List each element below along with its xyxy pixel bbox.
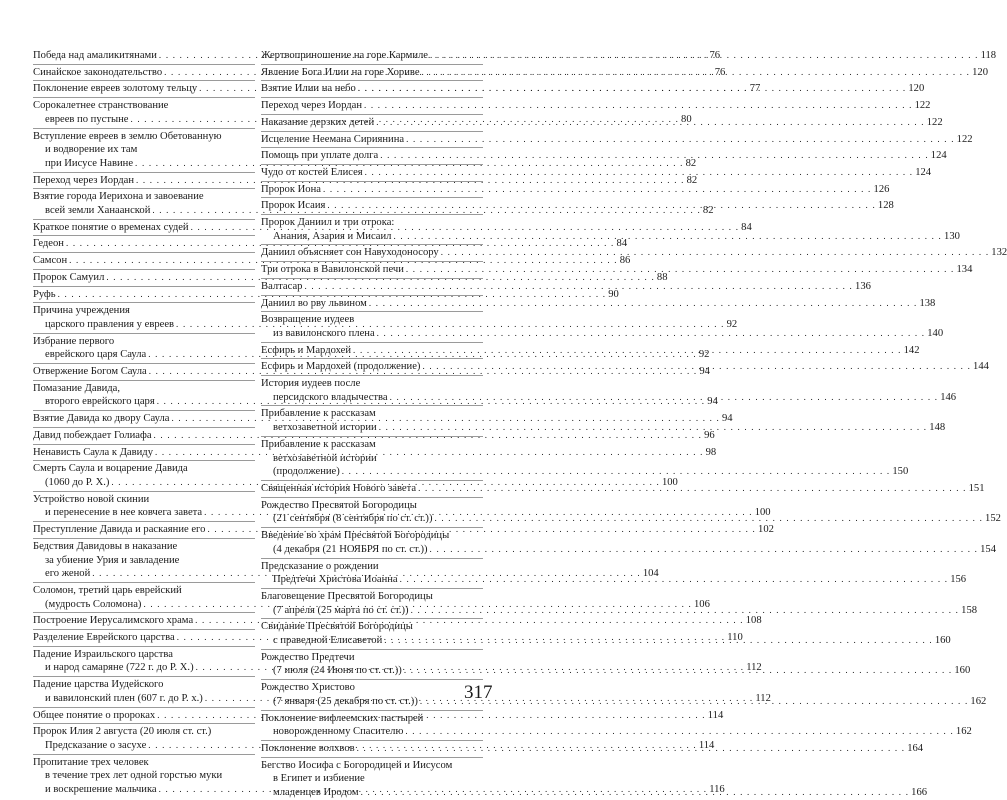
- toc-entry-page: 160: [934, 635, 951, 647]
- toc-entry-page: 94: [722, 413, 733, 425]
- toc-entry-title: (21 сентября (8 сентября по ст. ст.)): [273, 513, 433, 525]
- toc-entry-title: Падение царства Иудейского: [33, 679, 164, 691]
- toc-leader-dots: [365, 166, 914, 180]
- toc-entry-title: второго еврейского царя: [45, 396, 155, 408]
- toc-entry-line: [261, 183, 890, 197]
- toc-entry-title: Бедствия Давидовы в наказание: [33, 540, 178, 552]
- toc-entry-line: [261, 620, 483, 634]
- toc-entry-page: 148: [929, 422, 946, 434]
- toc-leader-dots: [430, 543, 979, 557]
- toc-entry-title: Сорокалетнее странствование: [33, 100, 169, 112]
- toc-entry-page: 80: [681, 113, 692, 125]
- toc-entry-title: с праведной Елисаветой: [273, 635, 383, 647]
- toc-entry-page: 106: [694, 598, 710, 610]
- toc-leader-dots: [358, 82, 907, 96]
- toc-entry-line: [33, 769, 255, 783]
- toc-entry-line: [261, 133, 973, 147]
- toc-entry-page: 110: [727, 632, 743, 644]
- toc-entry-title: Рождество Предтечи: [261, 651, 355, 663]
- toc-entry-title: персидского владычества: [273, 391, 388, 403]
- toc-leader-dots: [380, 149, 929, 163]
- toc-entry-title: Жертвоприношение на горе Кармиле: [261, 50, 428, 61]
- toc-entry-title: (продолжение): [273, 466, 340, 478]
- toc-entry-page: 77: [749, 83, 761, 95]
- toc-entry-line: [261, 772, 483, 786]
- toc-entry-title: и вавилонский плен (607 г. до Р. х.): [45, 692, 203, 704]
- toc-entry-page: 114: [698, 739, 715, 751]
- toc-entry-page: 162: [955, 726, 972, 738]
- toc-entry-title: и народ самаряне (722 г. до Р. Х.): [45, 662, 194, 674]
- toc-entry-page: 104: [642, 568, 659, 580]
- toc-entry-title: Избрание первого: [33, 335, 115, 347]
- toc-entry-line: [33, 157, 697, 171]
- toc-entry-title: Предсказание о рождении: [261, 560, 379, 572]
- toc-entry-page: 94: [699, 366, 710, 378]
- toc-entry-page: 76: [709, 50, 721, 61]
- toc-entry-page: 82: [702, 205, 714, 217]
- toc-entry-line: [261, 465, 909, 479]
- toc-entry-page: 140: [927, 327, 944, 339]
- toc-entry-line: [33, 678, 255, 692]
- toc-entry-page: 90: [608, 288, 619, 300]
- toc-entry-title: Пророк Илия 2 августа (20 июля ст. ст.): [33, 726, 212, 738]
- toc-entry-page: 86: [619, 255, 631, 267]
- toc-entry-title: Исцеление Неемана Сириянина: [261, 133, 405, 145]
- toc-entry-title: Рождество Христово: [261, 682, 355, 694]
- toc-entry-title: (мудрость Соломона): [45, 598, 142, 610]
- toc-entry-title: Чудо от костей Елисея: [261, 166, 363, 178]
- toc-leader-dots: [441, 246, 990, 260]
- toc-entry-line: [33, 304, 255, 318]
- toc-entry-title: Разделение Еврейского царства: [33, 632, 175, 644]
- toc-entry-title: Поклонение волхвов: [261, 742, 355, 754]
- toc-leader-dots: [390, 391, 939, 405]
- toc-entry-line: [33, 99, 255, 113]
- toc-entry-page: 158: [961, 604, 978, 616]
- toc-entry-page: 136: [855, 280, 871, 292]
- toc-leader-dots: [369, 297, 918, 311]
- toc-entry-page: 116: [709, 784, 725, 796]
- toc-entry-title: Прибавление к рассказам: [261, 438, 376, 450]
- toc-entry-title: и воскрешение мальчика: [45, 784, 157, 796]
- toc-entry-title: Даниил объясняет сон Навуходоносору: [261, 247, 439, 259]
- toc-entry-title: Даниил во рву львином: [261, 297, 367, 309]
- toc-entry-title: Есфирь и Мардохей: [261, 344, 352, 356]
- toc-entry-title: младенцев Иродом: [273, 787, 359, 799]
- toc-entry-title: царского правления у евреев: [45, 318, 175, 330]
- toc-entry-line: [33, 174, 698, 188]
- toc-leader-dots: [411, 604, 960, 618]
- toc-entry-line: [261, 327, 944, 341]
- toc-entry-title: (4 декабря (21 НОЯБРЯ по ст. ст.)): [273, 543, 428, 555]
- toc-entry-page: 100: [754, 507, 771, 519]
- toc-entry-line: [33, 540, 255, 554]
- toc-entry-page: 128: [877, 200, 894, 212]
- toc-entry: [261, 295, 936, 311]
- toc-entry-page: 124: [915, 166, 932, 178]
- toc-leader-dots: [379, 421, 928, 435]
- toc-entry-title: еврейского царя Саула: [45, 349, 147, 361]
- toc-entry-title: Наказание дерзких детей: [261, 116, 375, 128]
- toc-leader-dots: [404, 664, 953, 678]
- toc-entry-title: Помазание Давида,: [33, 382, 120, 394]
- toc-entry-title: Пророк Самуил: [33, 271, 105, 283]
- toc-entry-line: [261, 529, 483, 543]
- toc-entry-line: [261, 499, 483, 513]
- toc-entry-title: Введение во храм Пресвятой Богородицы: [261, 530, 450, 542]
- toc-entry-title: Общее понятие о пророках: [33, 709, 156, 721]
- toc-leader-dots: [405, 725, 954, 739]
- toc-entry-title: в Египет и избиение: [273, 773, 365, 785]
- toc-entry-page: 96: [704, 429, 715, 441]
- toc-entry-page: 156: [950, 574, 967, 586]
- toc-entry-page: 134: [956, 264, 973, 276]
- toc-leader-dots: [327, 199, 876, 213]
- toc-entry-page: 100: [661, 476, 678, 488]
- toc-entry-line: [261, 99, 931, 113]
- toc-entry-title: Рождество Пресвятой Богородицы: [261, 499, 417, 511]
- toc-entry-page: 94: [707, 396, 718, 408]
- toc-entry-title: и водворение их там: [45, 144, 138, 156]
- toc-entry-title: Прибавление к рассказам: [261, 408, 376, 420]
- toc-entry-page: 120: [908, 83, 925, 95]
- toc-entry-page: 166: [911, 787, 928, 799]
- toc-entry-line: [33, 335, 255, 349]
- toc-leader-dots: [357, 742, 906, 756]
- toc-entry: [261, 97, 931, 113]
- toc-leader-dots: [400, 573, 949, 587]
- toc-leader-dots: [361, 786, 910, 800]
- toc-entry: [261, 131, 973, 147]
- toc-entry-page: 144: [973, 361, 989, 373]
- toc-leader-dots: [377, 327, 926, 341]
- toc-entry-line: [261, 560, 483, 574]
- toc-entry-line: [33, 429, 715, 443]
- toc-entry-line: [261, 543, 996, 557]
- toc-entry-page: 84: [616, 238, 628, 250]
- toc-entry-page: 132: [991, 247, 1007, 259]
- toc-entry-page: 102: [758, 524, 774, 536]
- toc-entry-line: [33, 382, 255, 396]
- toc-entry-page: 151: [968, 482, 985, 494]
- toc-entry-line: [261, 590, 483, 604]
- toc-entry-page: 126: [873, 183, 890, 195]
- toc-entry-line: [261, 725, 972, 739]
- toc-entry-title: Смерть Саула и воцарение Давида: [33, 463, 188, 475]
- toc-entry-page: 164: [907, 742, 924, 754]
- toc-entry-page: 82: [686, 174, 698, 186]
- toc-leader-dots: [406, 263, 955, 277]
- toc-entry-title: в течение трех лет одной горстью муки: [45, 770, 223, 782]
- toc-entry-line: [33, 462, 255, 476]
- toc-entry-title: Построение Иерусалимского храма: [33, 615, 194, 627]
- toc-entry-title: Устройство новой скинии: [33, 493, 150, 505]
- toc-entry-page: 152: [985, 513, 1001, 525]
- toc-entry-line: [33, 756, 255, 770]
- toc-entry-line: [33, 648, 255, 662]
- page-number: 317: [464, 682, 493, 703]
- toc-entry-title: История иудеев после: [261, 378, 361, 390]
- toc-entry-title: Давид побеждает Голиафа: [33, 429, 152, 441]
- toc-entry-title: Священная история Нового завета: [261, 482, 417, 494]
- toc-leader-dots: [418, 482, 967, 496]
- toc-entry-line: [33, 143, 255, 157]
- toc-entry-title: Взятие Давида ко двору Саула: [33, 413, 170, 425]
- toc-entry-page: 120: [972, 66, 988, 78]
- toc-entry-title: Свидание Пресвятой Богородицы: [261, 621, 413, 633]
- toc-entry-title: новорожденному Спасителю: [273, 726, 404, 738]
- toc-entry-title: Пророк Даниил и три отрока:: [261, 217, 395, 229]
- toc-leader-dots: [376, 116, 925, 130]
- toc-entry-title: Переход через Иордан: [33, 174, 134, 186]
- toc-entry-page: 82: [685, 157, 697, 169]
- toc-entry-page: 150: [892, 466, 909, 478]
- toc-entry-title: Самсон: [33, 255, 68, 267]
- toc-entry-title: ветхозаветной истории: [273, 452, 377, 464]
- toc-entry-title: (7 апреля (25 марта по ст. ст.)): [273, 604, 409, 616]
- toc-entry-title: Победа над амаликитянами: [33, 50, 157, 61]
- toc-entry-title: Отвержение Богом Саула: [33, 366, 147, 378]
- toc-entry-page: 130: [944, 230, 960, 242]
- toc-entry-title: его женой: [45, 568, 91, 580]
- toc-entry-line: [33, 237, 628, 251]
- toc-entry-line: [33, 725, 255, 739]
- toc-leader-dots: [342, 465, 891, 479]
- toc-entry-title: Валтасар: [261, 280, 303, 292]
- toc-entry-title: Взятие Илии на небо: [261, 83, 356, 95]
- toc-entry-line: [261, 407, 483, 421]
- toc-leader-dots: [430, 49, 979, 63]
- toc-entry-title: евреев по пустыне: [45, 113, 129, 125]
- toc-entry-page: 124: [930, 150, 947, 162]
- toc-entry-page: 118: [980, 50, 997, 61]
- toc-entry-page: 122: [914, 100, 931, 112]
- toc-entry-line: [33, 288, 619, 302]
- toc-entry-page: 154: [980, 543, 996, 555]
- toc-entry-page: 92: [726, 318, 738, 330]
- toc-leader-dots: [323, 183, 872, 197]
- toc-entry-line: [261, 313, 483, 327]
- toc-entry-title: Пропитание трех человек: [33, 756, 149, 768]
- toc-leader-dots: [406, 133, 955, 147]
- toc-entry-title: Благовещение Пресвятой Богородицы: [261, 590, 433, 602]
- toc-entry-page: 112: [746, 662, 762, 674]
- toc-entry-title: Переход через Иордан: [261, 100, 362, 112]
- toc-leader-dots: [434, 512, 983, 526]
- toc-entry-title: (1060 до Р. Х.): [45, 476, 110, 488]
- toc-entry-line: [33, 271, 668, 285]
- toc-entry-title: за убиение Урия и завладение: [45, 554, 180, 566]
- toc-entry-page: 114: [707, 709, 724, 721]
- toc-entry-line: [261, 377, 483, 391]
- toc-entry-line: [261, 681, 483, 695]
- toc-entry-page: 92: [698, 349, 710, 361]
- toc-leader-dots: [422, 360, 971, 374]
- toc-entry-line: [261, 216, 483, 230]
- toc-entry: [261, 181, 890, 197]
- toc-entry-page: 138: [919, 297, 936, 309]
- toc-entry-line: [261, 246, 1007, 260]
- toc-entry-page: 162: [970, 695, 987, 707]
- toc-entry-page: 84: [741, 221, 752, 233]
- toc-entry-title: Причина учреждения: [33, 305, 130, 317]
- toc-entry-page: 142: [903, 344, 920, 356]
- toc-entry-line: [261, 759, 483, 773]
- toc-entry-title: Пророк Исаия: [261, 200, 326, 212]
- toc-entry-line: [261, 651, 483, 665]
- toc-entry-page: 108: [745, 615, 762, 627]
- toc-leader-dots: [353, 344, 902, 358]
- toc-entry-title: Краткое понятие о временах судей: [33, 221, 189, 233]
- toc-entry-title: Поклонение вифлеемских пастырей: [261, 712, 424, 724]
- toc-entry-title: Вступление евреев в землю Обетованную: [33, 130, 222, 142]
- toc-entry-line: [261, 712, 483, 726]
- toc-leader-dots: [364, 99, 913, 113]
- toc-entry-page: 98: [705, 446, 717, 458]
- toc-entry-title: и перенесение в нее ковчега завета: [45, 507, 203, 519]
- toc-leader-dots: [393, 230, 942, 244]
- toc-entry-line: [261, 452, 483, 466]
- toc-entry-line: [33, 130, 255, 144]
- toc-leader-dots: [422, 66, 971, 80]
- toc-entry-title: (7 июля (24 Июня по ст. ст.)): [273, 665, 402, 677]
- toc-entry-page: 76: [714, 66, 726, 78]
- toc-entry-title: Предтечи Христова Иоанна: [273, 574, 398, 586]
- toc-entry-title: Пророк Иона: [261, 183, 321, 195]
- toc-entry-line: [261, 438, 483, 452]
- toc-entry-page: 160: [954, 665, 971, 677]
- toc-entry-line: [33, 254, 631, 268]
- toc-entry-title: из вавилонского плена: [273, 327, 375, 339]
- toc-entry-title: Взятие города Иерихона и завоевание: [33, 191, 204, 203]
- toc-leader-dots: [304, 280, 853, 294]
- toc-entry-line: [33, 190, 255, 204]
- toc-entry-title: ветхозаветной истории: [273, 422, 377, 434]
- toc-entry-title: Руфь: [33, 288, 56, 300]
- toc-entry-title: Падение Израильского царства: [33, 648, 173, 660]
- toc-entry-title: Предсказание о засухе: [45, 739, 147, 751]
- toc-entry-title: Гедеон: [33, 238, 64, 250]
- toc-entry-title: Ненависть Саула к Давиду: [33, 446, 153, 458]
- toc-entry-page: 146: [940, 391, 957, 403]
- toc-entry-title: Поклонение евреев золотому тельцу: [33, 83, 198, 95]
- toc-entry-title: Есфирь и Мардохей (продолжение): [261, 361, 421, 373]
- toc-entry-title: Возвращение иудеев: [261, 314, 355, 326]
- toc-entry-title: Бегство Иосифа с Богородицей и Иисусом: [261, 759, 453, 771]
- toc-entry-title: Соломон, третий царь еврейский: [33, 584, 182, 596]
- toc-entry-title: при Иисусе Навине: [45, 157, 134, 169]
- toc-entry-line: [33, 554, 255, 568]
- toc-entry-title: Явление Бога Илии на горе Хориве: [261, 66, 420, 78]
- toc-entry-line: [33, 584, 255, 598]
- toc-entry-line: [33, 493, 255, 507]
- toc-entry-title: (7 января (25 декабря по ст. ст.)): [273, 695, 418, 707]
- toc-entry-title: Анания, Азария и Мисаил: [273, 230, 392, 242]
- toc-leader-dots: [420, 695, 969, 709]
- toc-entry-title: всей земли Ханаанской: [45, 205, 151, 217]
- toc-leader-dots: [384, 634, 933, 648]
- toc-entry-page: 122: [926, 116, 943, 128]
- toc-entry-title: Преступление Давида и раскаяние его: [33, 524, 206, 536]
- toc-entry-line: [261, 297, 936, 311]
- toc-entry-title: Синайское законодательство: [33, 66, 163, 78]
- toc-entry-page: 112: [755, 692, 771, 704]
- toc-entry-title: Три отрока в Вавилонской печи: [261, 264, 404, 276]
- toc-entry-page: 122: [956, 133, 973, 145]
- toc-entry-title: Помощь при уплате долга: [261, 150, 379, 162]
- toc-entry-page: 88: [656, 271, 668, 283]
